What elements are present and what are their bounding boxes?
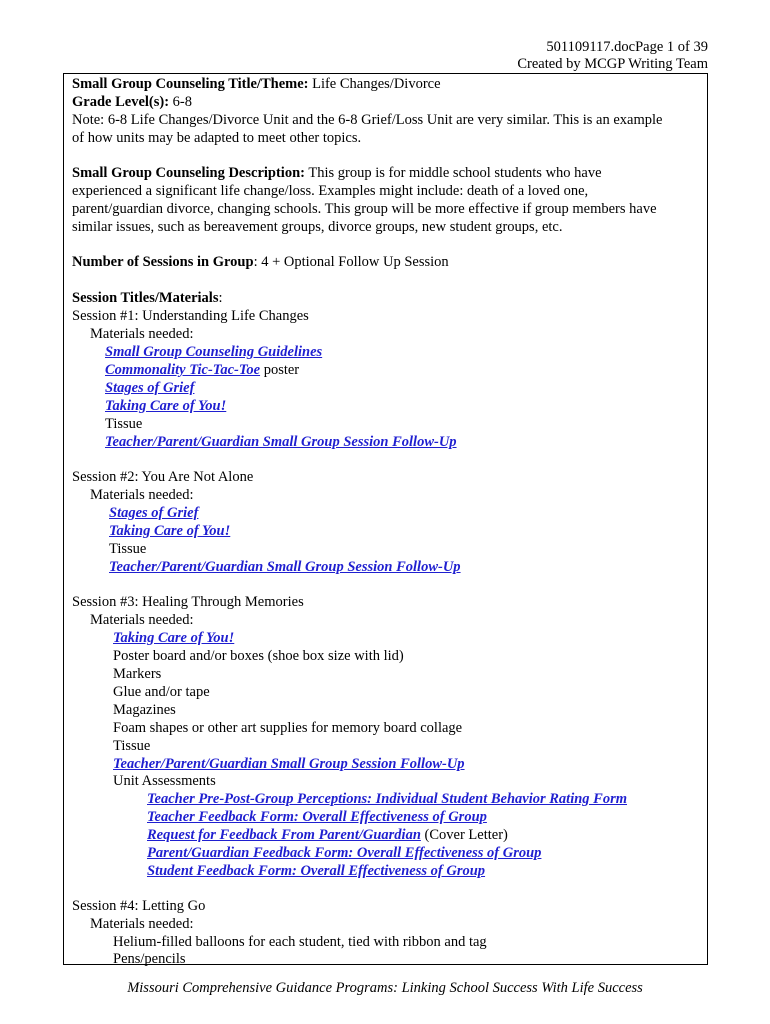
link-student-feedback-form[interactable]: Student Feedback Form: Overall Effectiveness of Group [147, 863, 486, 879]
link-session-follow-up[interactable]: Teacher/Parent/Guardian Small Group Session Follow-Up [109, 559, 461, 575]
header-author: Created by MCGP Writing Team [517, 56, 708, 72]
session-1-tissue: Tissue [105, 416, 143, 432]
grade-label: Grade Level(s): [72, 94, 170, 110]
link-stages-of-grief[interactable]: Stages of Grief [105, 380, 195, 396]
session-2-materials-label: Materials needed: [90, 487, 194, 503]
description-label: Small Group Counseling Description: [72, 165, 305, 181]
session-4-title: Session #4: Letting Go [72, 898, 206, 914]
description-line-3: parent/guardian divorce, changing schools. This group will be more effective if group members have [72, 201, 657, 217]
poster-text: poster [260, 362, 300, 378]
request-feedback-line [147, 827, 508, 844]
page-footer: Missouri Comprehensive Guidance Programs: Linking School Success With Life Success [127, 980, 643, 996]
session-titles-label: Session Titles/Materials [72, 290, 219, 306]
title-label: Small Group Counseling Title/Theme: [72, 76, 309, 92]
grade-value: 6-8 [169, 94, 193, 110]
sessions-count-value: : 4 + Optional Follow Up Session [253, 254, 449, 270]
link-taking-care-of-you[interactable]: Taking Care of You! [105, 398, 227, 414]
material-item: Pens/pencils [113, 951, 186, 967]
material-item: Magazines [113, 702, 176, 718]
material-item: Markers [113, 666, 162, 682]
session-1-materials-label: Materials needed: [90, 326, 194, 342]
title-value: Life Changes/Divorce [308, 76, 441, 92]
session-3-title: Session #3: Healing Through Memories [72, 594, 304, 610]
note-line-2: of how units may be adapted to meet other topics. [72, 130, 362, 146]
sessions-count-label: Number of Sessions in Group [72, 254, 254, 270]
note-line-1: Note: 6-8 Life Changes/Divorce Unit and the 6-8 Grief/Loss Unit are very similar. This is an example [72, 112, 663, 128]
link-parent-guardian-feedback-form[interactable]: Parent/Guardian Feedback Form: Overall Effectiveness of Group [147, 845, 542, 861]
description-text: This group is for middle school students who have [304, 165, 602, 181]
session-2-tissue: Tissue [109, 541, 147, 557]
material-item: Poster board and/or boxes (shoe box size with lid) [113, 648, 404, 664]
session-1-title: Session #1: Understanding Life Changes [72, 308, 309, 324]
sessions-count-line [72, 254, 449, 271]
description-line-2: experienced a significant life change/loss. Examples might include: death of a loved one, [72, 183, 589, 199]
link-stages-of-grief[interactable]: Stages of Grief [109, 505, 199, 521]
material-item: Glue and/or tape [113, 684, 210, 700]
title-line [72, 76, 441, 93]
link-request-for-feedback[interactable]: Request for Feedback From Parent/Guardian [147, 827, 421, 843]
link-session-follow-up[interactable]: Teacher/Parent/Guardian Small Group Session Follow-Up [105, 434, 457, 450]
session-1-tictactoe-line [105, 362, 299, 379]
material-item: Foam shapes or other art supplies for memory board collage [113, 720, 463, 736]
unit-assessments-label: Unit Assessments [113, 773, 216, 789]
grade-line [72, 94, 192, 111]
material-item: Tissue [113, 738, 151, 754]
session-titles-heading [72, 290, 223, 307]
material-item: Helium-filled balloons for each student, tied with ribbon and tag [113, 934, 487, 950]
description-line-4: similar issues, such as bereavement groups, divorce groups, new student groups, etc. [72, 219, 563, 235]
link-taking-care-of-you[interactable]: Taking Care of You! [113, 630, 235, 646]
link-small-group-guidelines[interactable]: Small Group Counseling Guidelines [105, 344, 323, 360]
description-line-1 [72, 165, 602, 182]
link-session-follow-up[interactable]: Teacher/Parent/Guardian Small Group Session Follow-Up [113, 756, 465, 772]
header-filename: 501109117.docPage 1 of 39 [546, 39, 708, 55]
link-commonality-tic-tac-toe[interactable]: Commonality Tic-Tac-Toe [105, 362, 261, 378]
session-2-title: Session #2: You Are Not Alone [72, 469, 254, 485]
link-teacher-feedback-form[interactable]: Teacher Feedback Form: Overall Effectiveness of Group [147, 809, 487, 825]
session-4-materials-label: Materials needed: [90, 916, 194, 932]
cover-letter-text: (Cover Letter) [420, 827, 508, 843]
session-3-materials-label: Materials needed: [90, 612, 194, 628]
link-taking-care-of-you[interactable]: Taking Care of You! [109, 523, 231, 539]
content-box [63, 73, 708, 965]
session-titles-colon: : [218, 290, 223, 306]
link-teacher-pre-post-perceptions[interactable]: Teacher Pre-Post-Group Perceptions: Individual Student Behavior Rating Form [147, 791, 628, 807]
